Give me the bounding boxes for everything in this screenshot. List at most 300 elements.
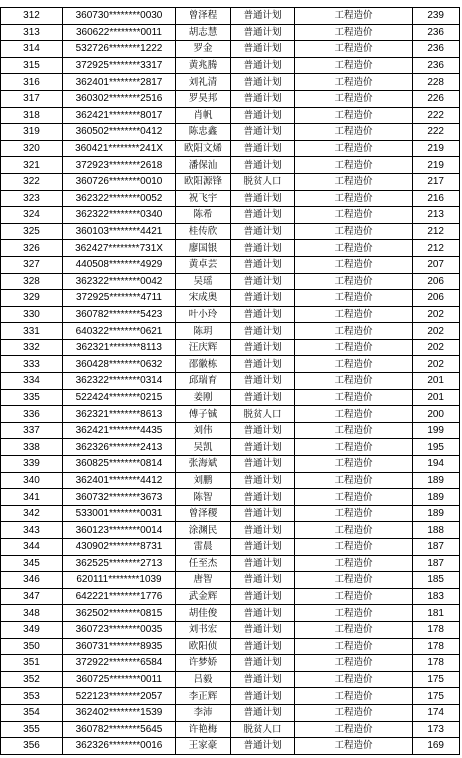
row-number-cell: 349 (1, 621, 63, 638)
id-number-cell: 362321********8113 (63, 339, 176, 356)
row-number-cell: 351 (1, 655, 63, 672)
name-cell: 潘保汕 (176, 157, 231, 174)
id-number-cell: 360123********0014 (63, 522, 176, 539)
score-cell: 207 (413, 256, 460, 273)
score-cell: 222 (413, 107, 460, 124)
row-number-cell: 328 (1, 273, 63, 290)
name-cell: 许梦娇 (176, 655, 231, 672)
plan-cell: 普通计划 (231, 140, 295, 157)
row-number-cell: 344 (1, 539, 63, 556)
major-cell: 工程造价 (295, 472, 413, 489)
plan-cell: 普通计划 (231, 323, 295, 340)
table-row (1, 173, 460, 190)
name-cell: 祝飞宇 (176, 190, 231, 207)
plan-cell: 普通计划 (231, 621, 295, 638)
name-cell: 张海斌 (176, 456, 231, 473)
id-number-cell: 362502********0815 (63, 605, 176, 622)
id-number-cell: 360725********0011 (63, 671, 176, 688)
row-number-cell: 320 (1, 140, 63, 157)
major-cell: 工程造价 (295, 505, 413, 522)
plan-cell: 普通计划 (231, 572, 295, 589)
table-row (1, 572, 460, 589)
plan-cell: 普通计划 (231, 539, 295, 556)
score-cell: 178 (413, 621, 460, 638)
row-number-cell: 326 (1, 240, 63, 257)
table-row (1, 373, 460, 390)
score-cell: 200 (413, 406, 460, 423)
row-number-cell: 343 (1, 522, 63, 539)
name-cell: 涂渊民 (176, 522, 231, 539)
name-cell: 黄卓芸 (176, 256, 231, 273)
major-cell: 工程造价 (295, 8, 413, 25)
plan-cell: 脱贫人口 (231, 406, 295, 423)
score-cell: 178 (413, 638, 460, 655)
score-cell: 169 (413, 738, 460, 755)
name-cell: 武金辉 (176, 588, 231, 605)
table-row (1, 539, 460, 556)
table-row (1, 738, 460, 755)
table-row (1, 207, 460, 224)
id-number-cell: 372923********2618 (63, 157, 176, 174)
plan-cell: 普通计划 (231, 638, 295, 655)
score-cell: 226 (413, 90, 460, 107)
id-number-cell: 362421********8017 (63, 107, 176, 124)
table-row (1, 522, 460, 539)
id-number-cell: 533001********0031 (63, 505, 176, 522)
major-cell: 工程造价 (295, 738, 413, 755)
id-number-cell: 362322********0314 (63, 373, 176, 390)
score-cell: 185 (413, 572, 460, 589)
name-cell: 雷晨 (176, 539, 231, 556)
table-row (1, 422, 460, 439)
table-row (1, 323, 460, 340)
row-number-cell: 337 (1, 422, 63, 439)
score-cell: 202 (413, 306, 460, 323)
major-cell: 工程造价 (295, 605, 413, 622)
table-row (1, 671, 460, 688)
id-number-cell: 522123********2057 (63, 688, 176, 705)
table-row (1, 721, 460, 738)
table-row (1, 456, 460, 473)
row-number-cell: 335 (1, 389, 63, 406)
id-number-cell: 362321********8613 (63, 406, 176, 423)
major-cell: 工程造价 (295, 306, 413, 323)
name-cell: 罗金 (176, 41, 231, 58)
table-row (1, 389, 460, 406)
table-row (1, 157, 460, 174)
id-number-cell: 360622********0011 (63, 24, 176, 41)
row-number-cell: 317 (1, 90, 63, 107)
id-number-cell: 360731********8935 (63, 638, 176, 655)
major-cell: 工程造价 (295, 24, 413, 41)
score-cell: 188 (413, 522, 460, 539)
id-number-cell: 360723********0035 (63, 621, 176, 638)
id-number-cell: 362421********4435 (63, 422, 176, 439)
plan-cell: 普通计划 (231, 256, 295, 273)
id-number-cell: 360502********0412 (63, 124, 176, 141)
name-cell: 叶小玲 (176, 306, 231, 323)
name-cell: 欧阳源锋 (176, 173, 231, 190)
major-cell: 工程造价 (295, 572, 413, 589)
id-number-cell: 362326********0016 (63, 738, 176, 755)
id-number-cell: 362326********2413 (63, 439, 176, 456)
table-row (1, 655, 460, 672)
table-row (1, 489, 460, 506)
id-number-cell: 532726********1222 (63, 41, 176, 58)
plan-cell: 普通计划 (231, 223, 295, 240)
id-number-cell: 620111********1039 (63, 572, 176, 589)
id-number-cell: 362401********4412 (63, 472, 176, 489)
name-cell: 王家豪 (176, 738, 231, 755)
table-row (1, 555, 460, 572)
id-number-cell: 362322********0052 (63, 190, 176, 207)
major-cell: 工程造价 (295, 41, 413, 58)
major-cell: 工程造价 (295, 721, 413, 738)
id-number-cell: 522424********0215 (63, 389, 176, 406)
plan-cell: 普通计划 (231, 489, 295, 506)
major-cell: 工程造价 (295, 389, 413, 406)
major-cell: 工程造价 (295, 157, 413, 174)
name-cell: 邱瑞育 (176, 373, 231, 390)
table-body (1, 8, 460, 755)
major-cell: 工程造价 (295, 273, 413, 290)
plan-cell: 普通计划 (231, 157, 295, 174)
table-row (1, 190, 460, 207)
plan-cell: 普通计划 (231, 107, 295, 124)
score-cell: 236 (413, 57, 460, 74)
major-cell: 工程造价 (295, 655, 413, 672)
score-cell: 189 (413, 472, 460, 489)
table-row (1, 588, 460, 605)
name-cell: 吴瑶 (176, 273, 231, 290)
row-number-cell: 336 (1, 406, 63, 423)
row-number-cell: 324 (1, 207, 63, 224)
row-number-cell: 345 (1, 555, 63, 572)
table-row (1, 356, 460, 373)
score-cell: 175 (413, 688, 460, 705)
major-cell: 工程造价 (295, 489, 413, 506)
name-cell: 桂传欣 (176, 223, 231, 240)
row-number-cell: 338 (1, 439, 63, 456)
score-cell: 187 (413, 539, 460, 556)
score-cell: 202 (413, 356, 460, 373)
row-number-cell: 352 (1, 671, 63, 688)
name-cell: 李正辉 (176, 688, 231, 705)
name-cell: 罗昊邦 (176, 90, 231, 107)
id-number-cell: 360103********4421 (63, 223, 176, 240)
major-cell: 工程造价 (295, 107, 413, 124)
name-cell: 胡志慧 (176, 24, 231, 41)
table-row (1, 290, 460, 307)
table-row (1, 406, 460, 423)
major-cell: 工程造价 (295, 124, 413, 141)
score-cell: 239 (413, 8, 460, 25)
name-cell: 邵徽栋 (176, 356, 231, 373)
table-row (1, 24, 460, 41)
row-number-cell: 319 (1, 124, 63, 141)
table-row (1, 140, 460, 157)
table-row (1, 688, 460, 705)
row-number-cell: 312 (1, 8, 63, 25)
name-cell: 黄兆腾 (176, 57, 231, 74)
row-number-cell: 314 (1, 41, 63, 58)
row-number-cell: 353 (1, 688, 63, 705)
major-cell: 工程造价 (295, 688, 413, 705)
score-cell: 202 (413, 339, 460, 356)
id-number-cell: 360825********0814 (63, 456, 176, 473)
score-cell: 183 (413, 588, 460, 605)
major-cell: 工程造价 (295, 456, 413, 473)
id-number-cell: 360302********2516 (63, 90, 176, 107)
score-cell: 217 (413, 173, 460, 190)
name-cell: 陈忠鑫 (176, 124, 231, 141)
id-number-cell: 640322********0621 (63, 323, 176, 340)
table-row (1, 41, 460, 58)
name-cell: 任至杰 (176, 555, 231, 572)
plan-cell: 普通计划 (231, 605, 295, 622)
plan-cell: 普通计划 (231, 74, 295, 91)
table-row (1, 8, 460, 25)
plan-cell: 普通计划 (231, 290, 295, 307)
score-cell: 216 (413, 190, 460, 207)
name-cell: 欧阳文烯 (176, 140, 231, 157)
row-number-cell: 321 (1, 157, 63, 174)
table-row (1, 240, 460, 257)
score-cell: 213 (413, 207, 460, 224)
score-cell: 194 (413, 456, 460, 473)
plan-cell: 普通计划 (231, 190, 295, 207)
score-cell: 219 (413, 157, 460, 174)
id-number-cell: 360726********0010 (63, 173, 176, 190)
table-row (1, 90, 460, 107)
major-cell: 工程造价 (295, 539, 413, 556)
major-cell: 工程造价 (295, 439, 413, 456)
id-number-cell: 642221********1776 (63, 588, 176, 605)
plan-cell: 普通计划 (231, 90, 295, 107)
major-cell: 工程造价 (295, 90, 413, 107)
row-number-cell: 330 (1, 306, 63, 323)
table-row (1, 223, 460, 240)
row-number-cell: 331 (1, 323, 63, 340)
plan-cell: 普通计划 (231, 655, 295, 672)
major-cell: 工程造价 (295, 588, 413, 605)
row-number-cell: 333 (1, 356, 63, 373)
row-number-cell: 329 (1, 290, 63, 307)
score-cell: 189 (413, 505, 460, 522)
plan-cell: 普通计划 (231, 472, 295, 489)
major-cell: 工程造价 (295, 190, 413, 207)
table-row (1, 505, 460, 522)
name-cell: 刘礼清 (176, 74, 231, 91)
major-cell: 工程造价 (295, 621, 413, 638)
score-cell: 201 (413, 373, 460, 390)
id-number-cell: 360421********241X (63, 140, 176, 157)
score-cell: 174 (413, 704, 460, 721)
major-cell: 工程造价 (295, 256, 413, 273)
id-number-cell: 360730********0030 (63, 8, 176, 25)
major-cell: 工程造价 (295, 406, 413, 423)
name-cell: 刘伟 (176, 422, 231, 439)
id-number-cell: 362401********2817 (63, 74, 176, 91)
row-number-cell: 341 (1, 489, 63, 506)
plan-cell: 普通计划 (231, 456, 295, 473)
table-row (1, 273, 460, 290)
plan-cell: 普通计划 (231, 522, 295, 539)
score-cell: 187 (413, 555, 460, 572)
score-cell: 222 (413, 124, 460, 141)
row-number-cell: 332 (1, 339, 63, 356)
name-cell: 曾泽稷 (176, 505, 231, 522)
name-cell: 欧阳侦 (176, 638, 231, 655)
major-cell: 工程造价 (295, 223, 413, 240)
table-row (1, 306, 460, 323)
name-cell: 刘鹏 (176, 472, 231, 489)
id-number-cell: 360782********5645 (63, 721, 176, 738)
score-cell: 178 (413, 655, 460, 672)
name-cell: 刘书宏 (176, 621, 231, 638)
id-number-cell: 362427********731X (63, 240, 176, 257)
id-number-cell: 440508********4929 (63, 256, 176, 273)
major-cell: 工程造价 (295, 422, 413, 439)
plan-cell: 普通计划 (231, 439, 295, 456)
plan-cell: 普通计划 (231, 671, 295, 688)
name-cell: 吕毅 (176, 671, 231, 688)
row-number-cell: 339 (1, 456, 63, 473)
plan-cell: 普通计划 (231, 306, 295, 323)
table-row (1, 107, 460, 124)
id-number-cell: 362525********2713 (63, 555, 176, 572)
score-cell: 236 (413, 41, 460, 58)
score-cell: 212 (413, 240, 460, 257)
plan-cell: 普通计划 (231, 555, 295, 572)
table-row (1, 638, 460, 655)
major-cell: 工程造价 (295, 323, 413, 340)
score-cell: 206 (413, 290, 460, 307)
id-number-cell: 362402********1539 (63, 704, 176, 721)
table-row (1, 605, 460, 622)
plan-cell: 脱贫人口 (231, 173, 295, 190)
row-number-cell: 342 (1, 505, 63, 522)
score-cell: 195 (413, 439, 460, 456)
plan-cell: 普通计划 (231, 688, 295, 705)
plan-cell: 普通计划 (231, 389, 295, 406)
score-cell: 201 (413, 389, 460, 406)
plan-cell: 普通计划 (231, 24, 295, 41)
major-cell: 工程造价 (295, 140, 413, 157)
admission-table (0, 7, 460, 755)
name-cell: 曾泽程 (176, 8, 231, 25)
plan-cell: 普通计划 (231, 41, 295, 58)
score-cell: 206 (413, 273, 460, 290)
score-cell: 189 (413, 489, 460, 506)
table-row (1, 339, 460, 356)
score-cell: 181 (413, 605, 460, 622)
row-number-cell: 355 (1, 721, 63, 738)
plan-cell: 普通计划 (231, 356, 295, 373)
major-cell: 工程造价 (295, 671, 413, 688)
name-cell: 陈玥 (176, 323, 231, 340)
plan-cell: 普通计划 (231, 124, 295, 141)
row-number-cell: 350 (1, 638, 63, 655)
id-number-cell: 372925********4711 (63, 290, 176, 307)
major-cell: 工程造价 (295, 74, 413, 91)
name-cell: 廖国银 (176, 240, 231, 257)
table-row (1, 256, 460, 273)
table-row (1, 704, 460, 721)
table-row (1, 74, 460, 91)
row-number-cell: 323 (1, 190, 63, 207)
row-number-cell: 318 (1, 107, 63, 124)
major-cell: 工程造价 (295, 173, 413, 190)
major-cell: 工程造价 (295, 290, 413, 307)
major-cell: 工程造价 (295, 339, 413, 356)
plan-cell: 普通计划 (231, 273, 295, 290)
row-number-cell: 334 (1, 373, 63, 390)
id-number-cell: 372925********3317 (63, 57, 176, 74)
major-cell: 工程造价 (295, 356, 413, 373)
document-page (0, 7, 460, 755)
score-cell: 212 (413, 223, 460, 240)
id-number-cell: 362322********0042 (63, 273, 176, 290)
score-cell: 175 (413, 671, 460, 688)
name-cell: 傅子铖 (176, 406, 231, 423)
plan-cell: 普通计划 (231, 373, 295, 390)
row-number-cell: 316 (1, 74, 63, 91)
score-cell: 236 (413, 24, 460, 41)
plan-cell: 普通计划 (231, 339, 295, 356)
major-cell: 工程造价 (295, 638, 413, 655)
major-cell: 工程造价 (295, 373, 413, 390)
name-cell: 陈希 (176, 207, 231, 224)
id-number-cell: 360732********3673 (63, 489, 176, 506)
id-number-cell: 360782********5423 (63, 306, 176, 323)
row-number-cell: 346 (1, 572, 63, 589)
name-cell: 李沛 (176, 704, 231, 721)
score-cell: 199 (413, 422, 460, 439)
row-number-cell: 327 (1, 256, 63, 273)
row-number-cell: 340 (1, 472, 63, 489)
plan-cell: 普通计划 (231, 240, 295, 257)
name-cell: 许艳梅 (176, 721, 231, 738)
plan-cell: 普通计划 (231, 57, 295, 74)
table-row (1, 621, 460, 638)
name-cell: 吴凯 (176, 439, 231, 456)
plan-cell: 普通计划 (231, 8, 295, 25)
table-row (1, 472, 460, 489)
name-cell: 唐智 (176, 572, 231, 589)
id-number-cell: 360428********0632 (63, 356, 176, 373)
score-cell: 202 (413, 323, 460, 340)
name-cell: 宋成奥 (176, 290, 231, 307)
row-number-cell: 325 (1, 223, 63, 240)
plan-cell: 普通计划 (231, 422, 295, 439)
row-number-cell: 356 (1, 738, 63, 755)
major-cell: 工程造价 (295, 704, 413, 721)
major-cell: 工程造价 (295, 207, 413, 224)
name-cell: 肖帆 (176, 107, 231, 124)
name-cell: 胡佳俊 (176, 605, 231, 622)
row-number-cell: 322 (1, 173, 63, 190)
plan-cell: 普通计划 (231, 505, 295, 522)
score-cell: 219 (413, 140, 460, 157)
name-cell: 姜刚 (176, 389, 231, 406)
row-number-cell: 313 (1, 24, 63, 41)
name-cell: 汪庆辉 (176, 339, 231, 356)
plan-cell: 普通计划 (231, 207, 295, 224)
score-cell: 173 (413, 721, 460, 738)
major-cell: 工程造价 (295, 240, 413, 257)
id-number-cell: 372922********6584 (63, 655, 176, 672)
